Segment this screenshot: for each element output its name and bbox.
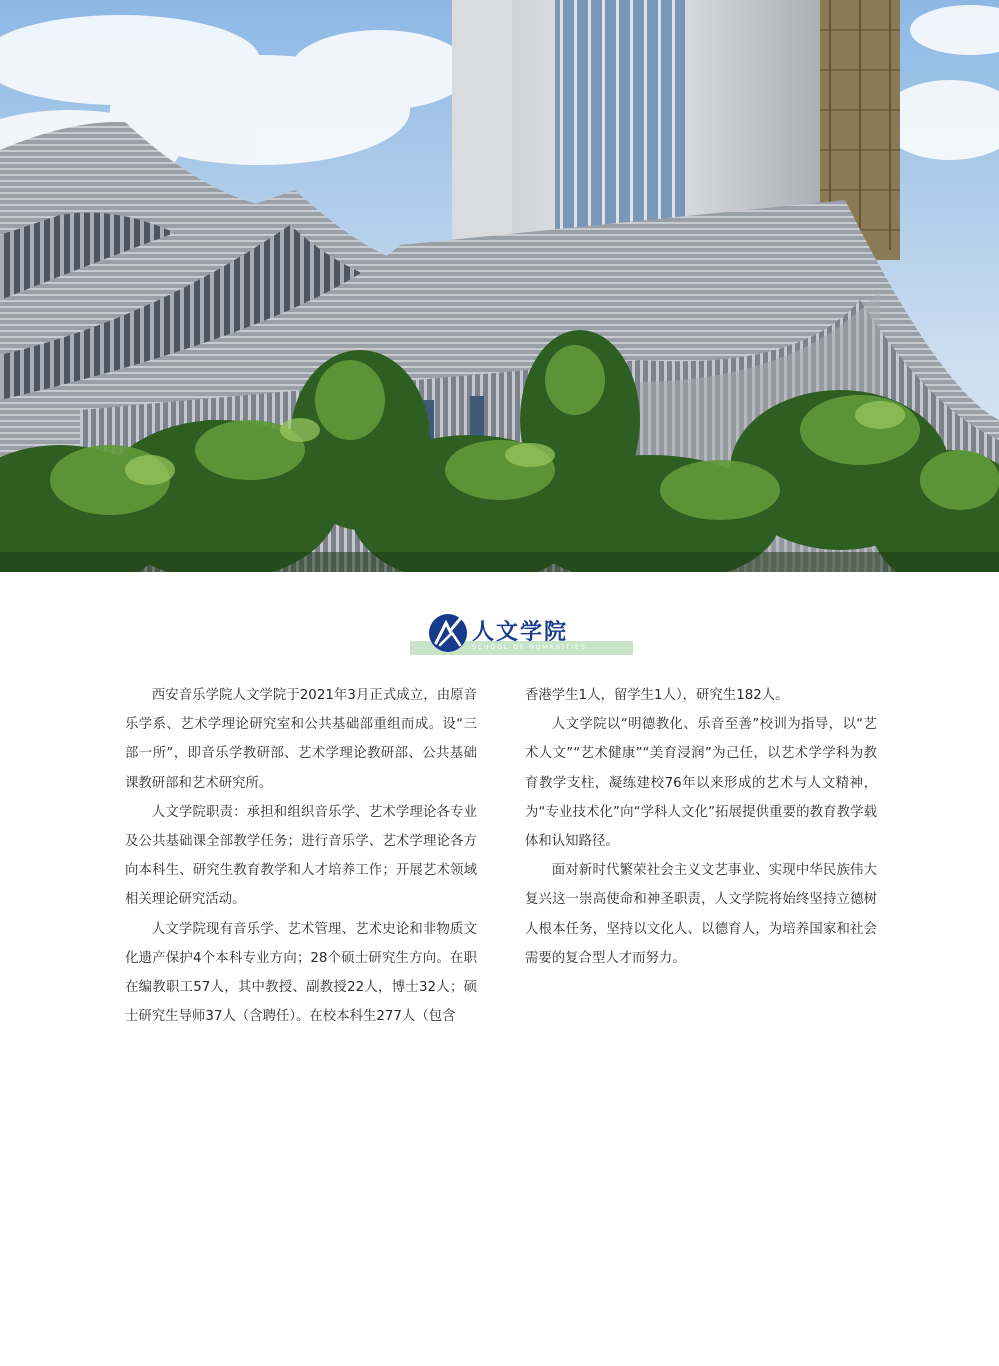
section-title-block xyxy=(410,611,635,659)
paragraph-continued: 香港学生1人，留学生1人），研究生182人。 xyxy=(525,688,789,703)
right-text-column xyxy=(525,681,877,973)
section-subtitle: SCHOOL OF HUMANITIES xyxy=(472,644,587,651)
paragraph: 面对新时代繁荣社会主义文艺事业、实现中华民族伟大复兴这一崇高使命和神圣职责，人文学院将始终坚持立德树人根本任务，坚持以文化人、以德育人，为培养国家和社会需要的复合型人才而努力。 xyxy=(525,863,877,966)
paragraph: 人文学院职责：承担和组织音乐学、艺术学理论各专业及公共基础课全部教学任务；进行音乐学、艺术学理论各方向本科生、研究生教育教学和人才培养工作；开展艺术领域相关理论研究活动。 xyxy=(125,804,477,908)
paragraph: 人文学院以“明德教化、乐音至善”校训为指导，以“艺术人文”“艺术健康”“美育浸润”为己任，以艺术学学科为教育教学支柱，凝练建校76年以来形成的艺术与人文精神，为“专业技术化”向“学科人文化”拓展提供重要的教育教学载体和认知路径。 xyxy=(525,717,877,850)
paragraph: 西安音乐学院人文学院于2021年3月正式成立，由原音乐学系、艺术学理论研究室和公共基础部重组而成。设“三部一所”，即音乐学教研部、艺术学理论教研部、公共基础课教研部和艺术研究所。 xyxy=(125,688,477,791)
humanities-logo-icon xyxy=(426,611,470,655)
left-text-column xyxy=(125,681,477,1031)
paragraph: 人文学院现有音乐学、艺术管理、艺术史论和非物质文化遗产保护4个本科专业方向；28个硕士研究生方向。在职在编教职工57人，其中教授、副教授22人，博士32人；硕士研究生导师37人（含聘任）。在校本科生277人（包含 xyxy=(125,921,477,1025)
section-title: 人文学院 xyxy=(472,619,569,645)
hero-photo xyxy=(0,0,999,572)
building-illustration xyxy=(0,0,999,572)
